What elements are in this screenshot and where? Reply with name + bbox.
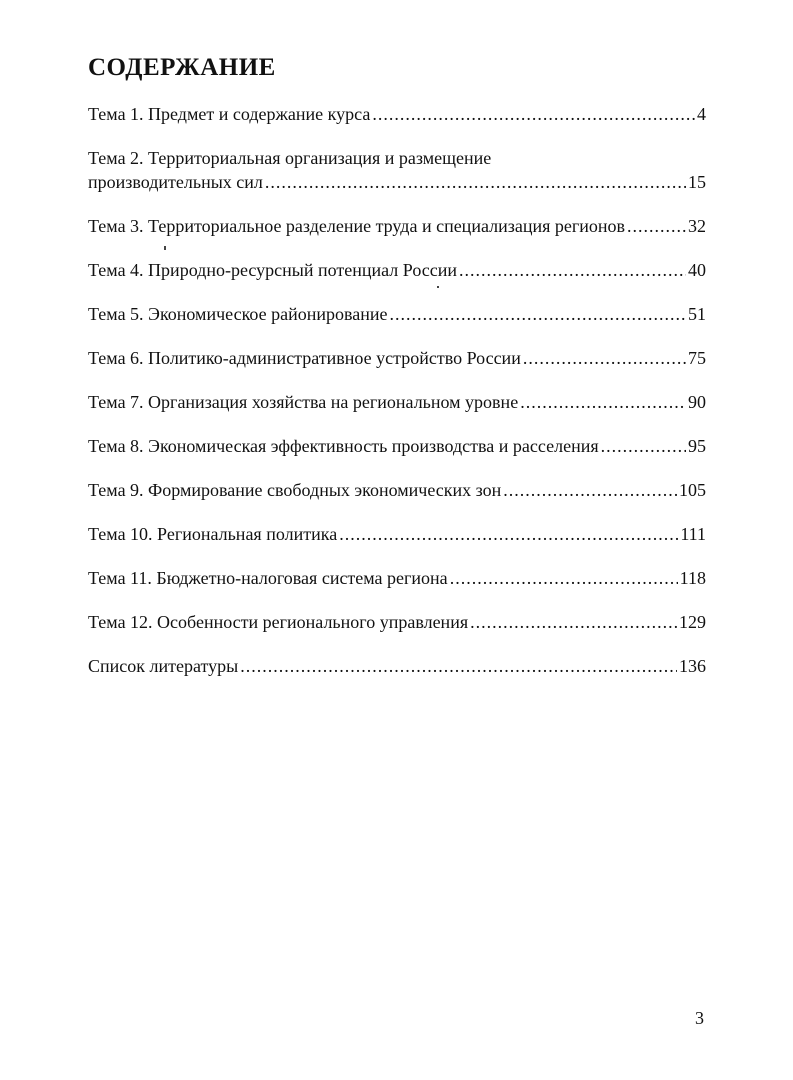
toc-entry-title: Тема 3. Территориальное разделение труда и специализация регионов [88, 216, 625, 236]
dot-leader [265, 170, 686, 194]
toc-entry-3 [88, 214, 706, 238]
scan-speck [437, 286, 439, 288]
toc-entry-page: 129 [679, 612, 706, 632]
toc-entry-page: 95 [688, 436, 706, 456]
toc-entry-page: 111 [680, 524, 706, 544]
toc-entry-page: 136 [679, 656, 706, 676]
toc-entry-line [88, 302, 706, 326]
toc-entry-page: 75 [688, 348, 706, 368]
toc-entry-line [88, 258, 706, 282]
toc-entry-line [88, 346, 706, 370]
toc-entry-title: Тема 5. Экономическое районирование [88, 304, 388, 324]
dot-leader [520, 390, 686, 414]
scan-speck [164, 246, 166, 250]
toc-entry-5 [88, 302, 706, 326]
dot-leader [470, 610, 677, 634]
toc-entry-2 [88, 146, 706, 194]
toc-entry-10 [88, 522, 706, 546]
toc-entry-line [88, 434, 706, 458]
table-of-contents [88, 102, 706, 698]
toc-entry-line [88, 522, 706, 546]
toc-entry-page: 32 [688, 216, 706, 236]
toc-entry-line [88, 170, 706, 194]
toc-entry-7 [88, 390, 706, 414]
toc-entry-title: Тема 9. Формирование свободных экономических зон [88, 480, 502, 500]
toc-entry-line [88, 654, 706, 678]
dot-leader [503, 478, 677, 502]
dot-leader [372, 102, 695, 126]
toc-entry-line [88, 566, 706, 590]
toc-entry-title: Тема 8. Экономическая эффективность производства и расселения [88, 436, 599, 456]
toc-entry-1 [88, 102, 706, 126]
toc-entry-page: 90 [688, 392, 706, 412]
toc-entry-title-line1: Тема 2. Территориальная организация и размещение [88, 148, 492, 168]
toc-entry-title: Список литературы [88, 656, 239, 676]
toc-entry-page: 15 [688, 172, 706, 192]
dot-leader [523, 346, 686, 370]
toc-entry-page: 40 [688, 260, 706, 280]
page-number: 3 [695, 1008, 704, 1028]
toc-entry-12 [88, 610, 706, 634]
toc-entry-title: Тема 10. Региональная политика [88, 524, 338, 544]
toc-entry-4 [88, 258, 706, 282]
toc-entry-page: 51 [688, 304, 706, 324]
toc-entry-title: Тема 7. Организация хозяйства на региональном уровне [88, 392, 519, 412]
page-title: СОДЕРЖАНИЕ [88, 54, 276, 81]
toc-entry-title: Тема 4. Природно-ресурсный потенциал России [88, 260, 458, 280]
toc-entry-line [88, 390, 706, 414]
toc-entry-line [88, 478, 706, 502]
toc-entry-page: 118 [679, 568, 706, 588]
toc-entry-8 [88, 434, 706, 458]
toc-entry-line [88, 214, 706, 238]
toc-entry-title: Тема 12. Особенности регионального управления [88, 612, 469, 632]
toc-entry-title: Тема 11. Бюджетно-налоговая система региона [88, 568, 448, 588]
toc-entry-line [88, 102, 706, 126]
dot-leader [627, 214, 686, 238]
dot-leader [339, 522, 678, 546]
toc-entry-11 [88, 566, 706, 590]
toc-entry-6 [88, 346, 706, 370]
dot-leader [601, 434, 686, 458]
toc-entry-title: Тема 1. Предмет и содержание курса [88, 104, 371, 124]
toc-entry-title: Тема 6. Политико-административное устройство России [88, 348, 521, 368]
toc-entry-13 [88, 654, 706, 678]
dot-leader [459, 258, 686, 282]
toc-entry-page: 105 [679, 480, 706, 500]
dot-leader [240, 654, 677, 678]
toc-entry-title: производительных сил [88, 172, 263, 192]
toc-entry-page: 4 [697, 104, 706, 124]
toc-entry-line [88, 610, 706, 634]
dot-leader [390, 302, 687, 326]
toc-entry-9 [88, 478, 706, 502]
dot-leader [450, 566, 678, 590]
